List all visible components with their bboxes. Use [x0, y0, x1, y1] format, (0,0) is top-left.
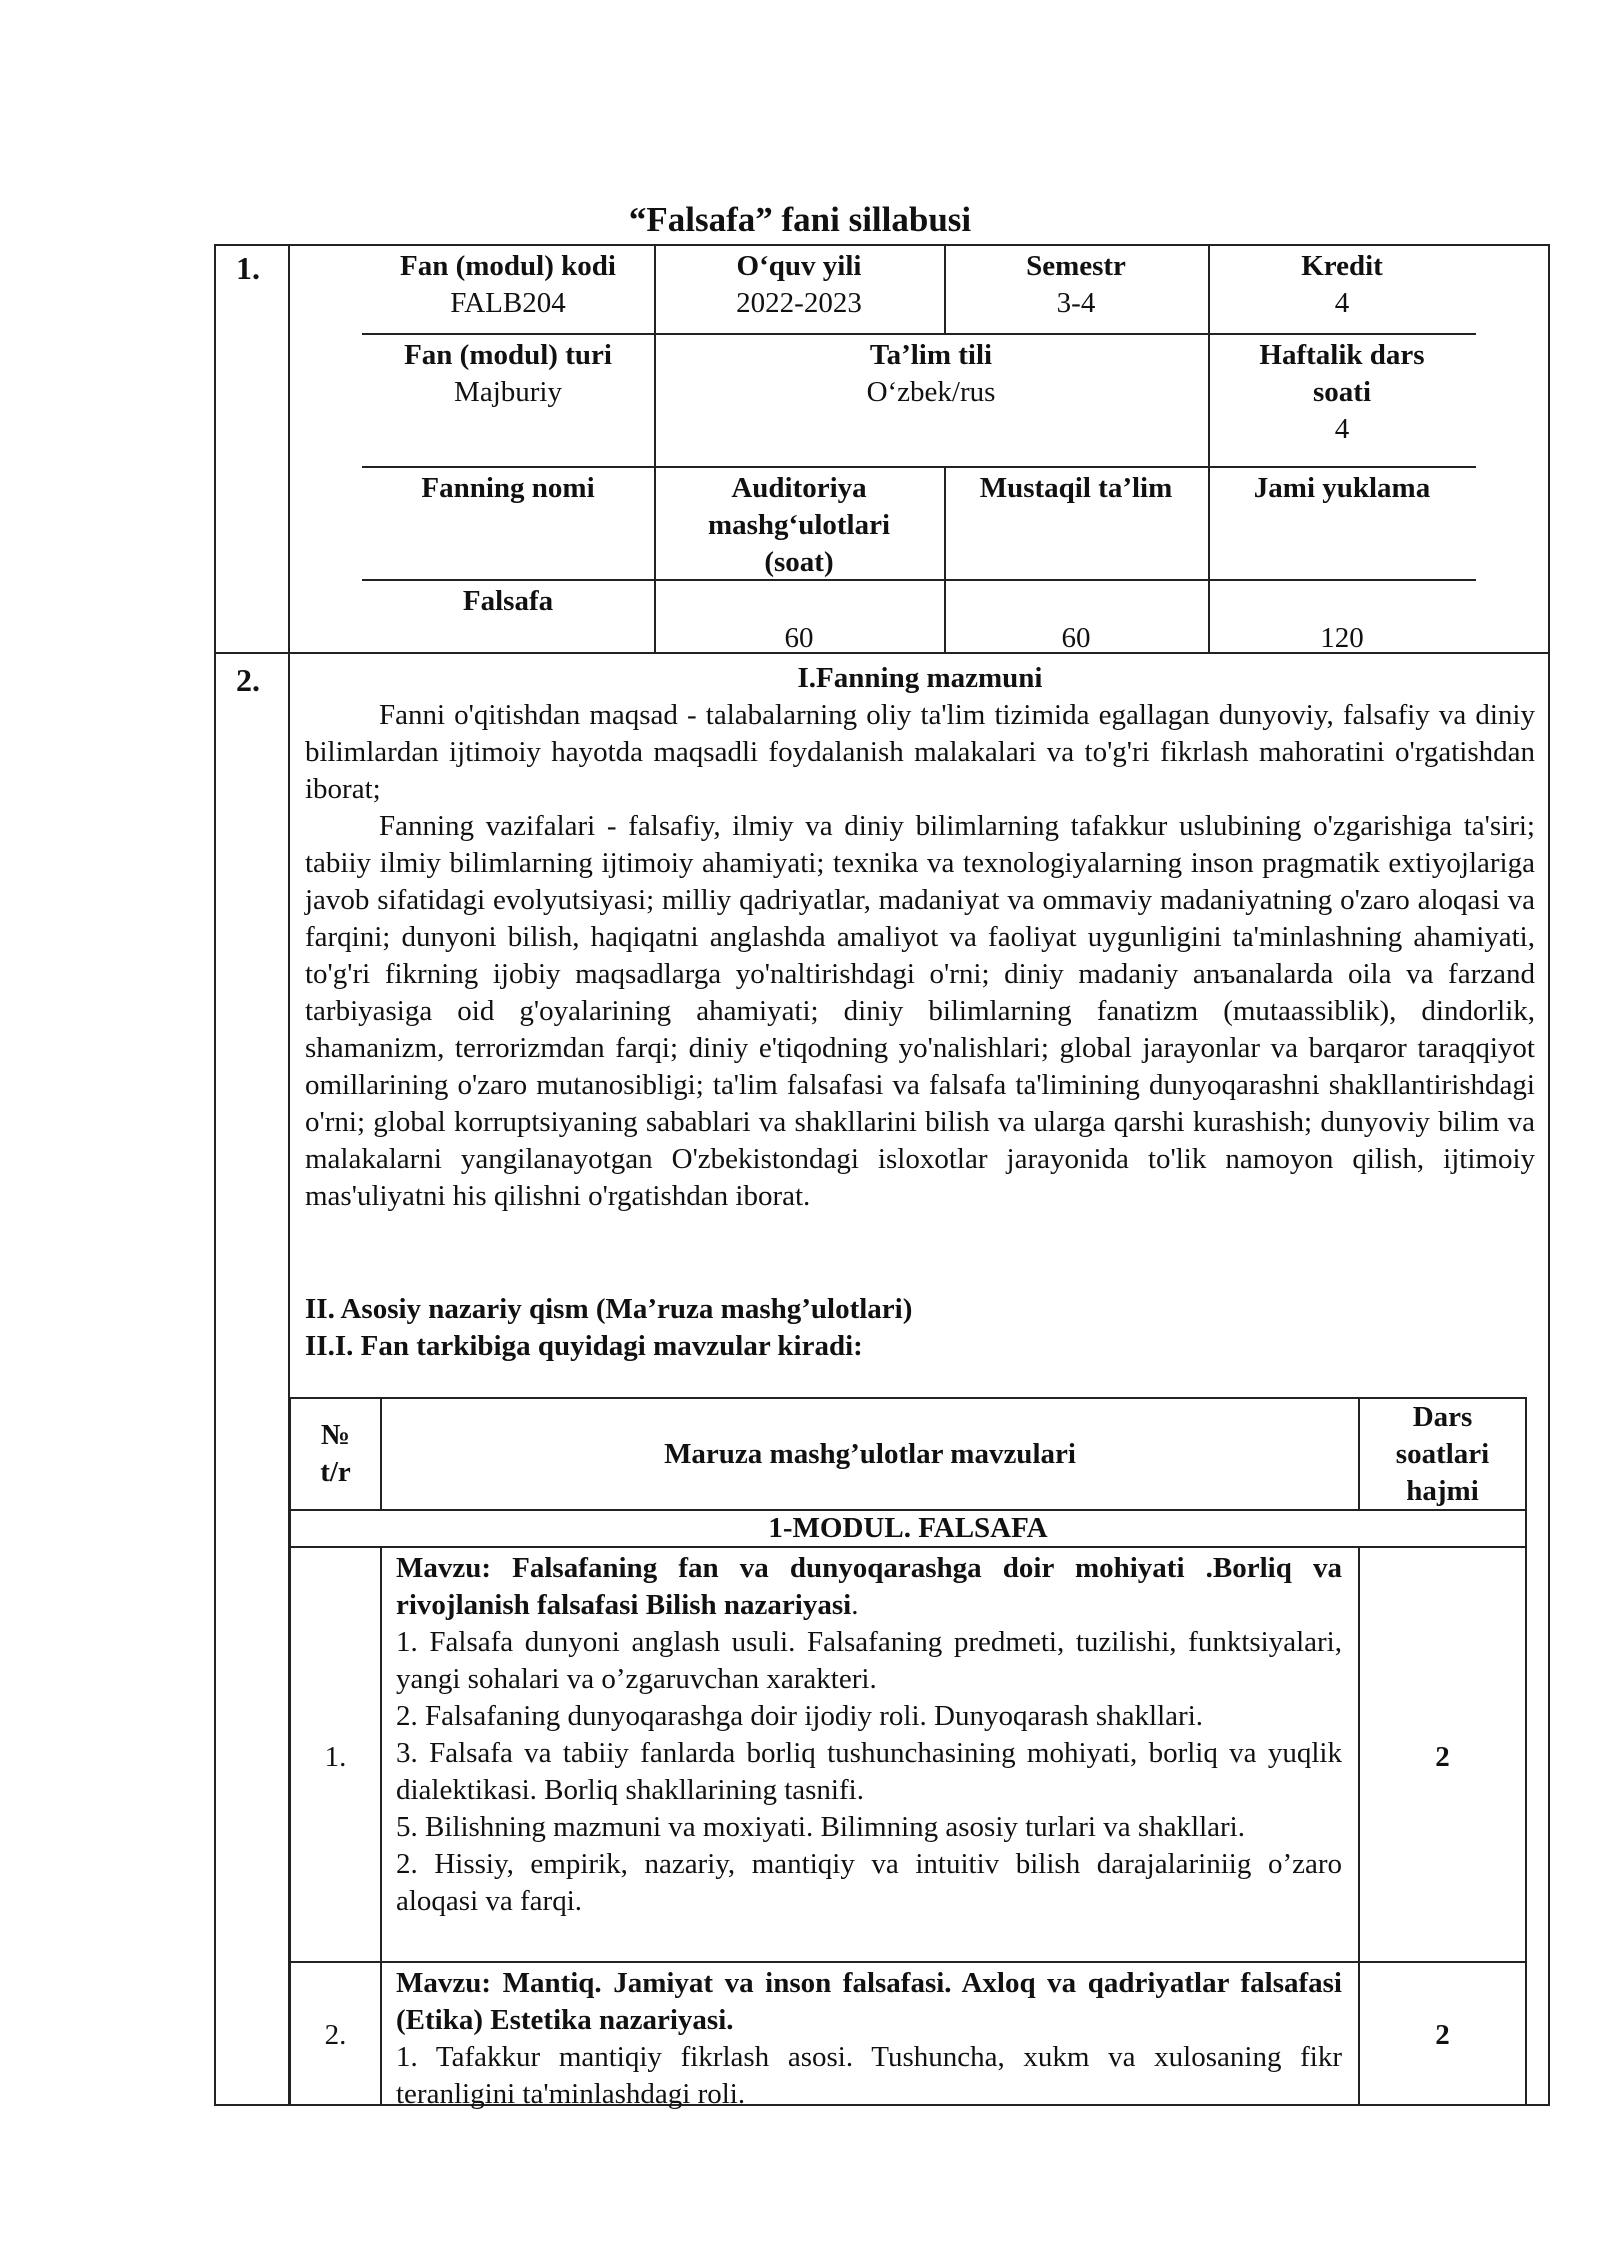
row-2-hours: 2: [1435, 2019, 1450, 2051]
row-2-number: 2.: [324, 2019, 347, 2051]
credit-cell: [1208, 248, 1476, 322]
self-study-header-text: Mustaqil ta’lim: [979, 472, 1173, 504]
goal-text: Fanni o'qitishdan maqsad - talabalarning oliy ta'lim tizimida egallagan dunyoviy, falsafiy va diniy bilimlardan ijtimoiy hayotda maqsadli foydalanish malakalari va to'g'ri fikrlash mahoratini o'rgatishdan iborat;: [305, 699, 1535, 805]
grid-line: [289, 1961, 1527, 1963]
auditorium-value: 60: [784, 622, 814, 654]
theory-heading: II. Asosiy nazariy qism (Ma’ruza mashg’ulotlari): [305, 1293, 913, 1325]
credit-label: Kredit: [1301, 250, 1383, 282]
grid-line: [362, 466, 1476, 468]
language-value: O‘zbek/rus: [866, 376, 996, 408]
col-hours-header-line3: hajmi: [1406, 1475, 1479, 1507]
self-study-header: [944, 470, 1208, 507]
col-number-header-line1: №: [320, 1419, 351, 1451]
weekly-hours-cell: [1208, 337, 1476, 448]
language-label: Ta’lim tili: [869, 339, 993, 371]
row-1-title: Mavzu: Falsafaning fan va dunyoqarashga doir mohiyati .Borliq va rivojlanish falsafasi Bilish nazariyasi: [396, 1552, 1342, 1621]
subject-name-header: [362, 470, 654, 507]
row-1-item: 2. Hissiy, empirik, nazariy, mantiqiy va intuitiv bilish darajalariniig o’zaro aloqasi va farqi.: [396, 1848, 1342, 1917]
content-heading: I.Fanning mazmuni: [797, 662, 1043, 694]
semester-value: 3-4: [1056, 287, 1096, 319]
col-hours-header: [1360, 1399, 1525, 1510]
weekly-hours-value: 4: [1334, 413, 1350, 445]
subject-name-text: Falsafa: [462, 585, 554, 617]
module-code-label: Fan (modul) kodi: [400, 250, 616, 282]
semester-label: Semestr: [1026, 250, 1126, 282]
row-1-item: 5. Bilishning mazmuni va moxiyati. Bilimning asosiy turlari va shakllari.: [396, 1811, 1245, 1843]
total-load-value: 120: [1320, 622, 1364, 654]
total-load-header: [1208, 470, 1476, 507]
language-cell: [654, 337, 1208, 411]
col-topic-header: Maruza mashg’ulotlar mavzulari: [664, 1438, 1076, 1470]
row-2-topic: [396, 1965, 1342, 2113]
academic-year-label: O‘quv yili: [736, 250, 862, 282]
module-type-label: Fan (modul) turi: [404, 339, 612, 371]
col-number-header: [291, 1417, 380, 1491]
module-type-cell: [362, 337, 654, 411]
col-hours-header-line1: Dars: [1412, 1401, 1473, 1433]
total-load-header-text: Jami yuklama: [1253, 472, 1431, 504]
topics-heading: II.I. Fan tarkibiga quyidagi mavzular kiradi:: [305, 1330, 863, 1362]
auditorium-header: [654, 470, 944, 581]
subject-name-value: [362, 583, 654, 620]
grid-line: [362, 333, 1476, 335]
tasks-paragraph: [305, 808, 1535, 1215]
col-hours-header-line2: soatlari: [1395, 1438, 1490, 1470]
module-row: 1-MODUL. FALSAFA: [768, 1512, 1048, 1544]
row-1-item: 2. Falsafaning dunyoqarashga doir ijodiy roli. Dunyoqarash shakllari.: [396, 1700, 1204, 1732]
row-1-topic: [396, 1550, 1342, 1920]
section-2-number: 2.: [236, 662, 260, 698]
module-code-value: FALB204: [450, 287, 566, 319]
module-type-value: Majburiy: [454, 376, 562, 408]
tasks-text: Fanning vazifalari - falsafiy, ilmiy va diniy bilimlarning tafakkur uslubining o'zgarishiga ta'siri; tabiiy ilmiy bilimlarning ijtimoiy ahamiyati; texnika va texnologiyalarning inson pragmatik extiyojlariga javob sifatidagi evolyutsiyasi; milliy qadriyatlar, madaniyat va ommaviy madaniyatning o'zaro aloqasi va farqini; dunyoni bilish, haqiqatni anglashda amaliyot va faoliyat uygunligini ta'minlashning ahamiyati, to'g'ri fikrning ijobiy maqsadlarga yo'naltirishdagi o'rni; diniy madaniy anъanalarda oila va farzand tarbiyasiga oid g'oyalarining ahamiyati; diniy bilimlarning fanatizm (mutaassiblik), dindorlik, shamanizm, terrorizmdan farqi; diniy e'tiqodning yo'nalishlari; global jarayonlar va barqaror taraqqiyot omillarining o'zaro mutanosibligi; ta'lim falsafasi va falsafa ta'limining dunyoqarashni shakllantirishdagi o'rni; global korruptsiyaning sabablari va shakllarini bilish va ularga qarshi kurashish; dunyoviy bilim va malakalarni yangilanayotgan O'zbekistondagi isloxotlar jarayonida to'lik namoyon qilish, ijtimoiy mas'uliyatni his qilishni o'rgatishdan iborat.: [305, 810, 1535, 1212]
auditorium-header-line3: (soat): [764, 546, 834, 578]
self-study-value: 60: [1061, 622, 1091, 654]
row-2-title: Mavzu: Mantiq. Jamiyat va inson falsafasi. Axloq va qadriyatlar falsafasi (Etika) Estetika nazariyasi.: [396, 1967, 1342, 2036]
col-number-header-line2: t/r: [320, 1456, 351, 1488]
academic-year-value: 2022-2023: [736, 287, 862, 319]
goal-paragraph: [305, 697, 1535, 808]
row-1-title-end: .: [851, 1589, 859, 1621]
semester-cell: [944, 248, 1208, 322]
row-1-number: 1.: [324, 1741, 347, 1773]
weekly-hours-label-2: soati: [1313, 376, 1371, 408]
subject-name-header-text: Fanning nomi: [421, 472, 595, 504]
grid-line: [380, 1546, 382, 2106]
credit-value: 4: [1334, 287, 1350, 319]
row-2-item: 1. Tafakkur mantiqiy fikrlash asosi. Tushuncha, xukm va xulosaning fikr teranligini ta'minlashdagi roli.: [396, 2041, 1342, 2110]
row-1-item: 3. Falsafa va tabiiy fanlarda borliq tushunchasining mohiyati, borliq va yuqlik dialektikasi. Borliq shakllarining tasnifi.: [396, 1737, 1342, 1806]
section-1-number: 1.: [236, 250, 260, 286]
auditorium-header-line2: mashg‘ulotlari: [707, 509, 891, 541]
auditorium-header-line1: Auditoriya: [731, 472, 867, 504]
row-1-hours: 2: [1435, 1741, 1450, 1773]
row-1-item: 1. Falsafa dunyoni anglash usuli. Falsafaning predmeti, tuzilishi, funktsiyalari, yangi sohalari va o’zgaruvchan xarakteri.: [396, 1626, 1342, 1695]
document-title: “Falsafa” fani sillabusi: [628, 200, 972, 239]
academic-year-cell: [654, 248, 944, 322]
module-code-cell: [362, 248, 654, 322]
weekly-hours-label: Haftalik dars: [1259, 339, 1425, 371]
